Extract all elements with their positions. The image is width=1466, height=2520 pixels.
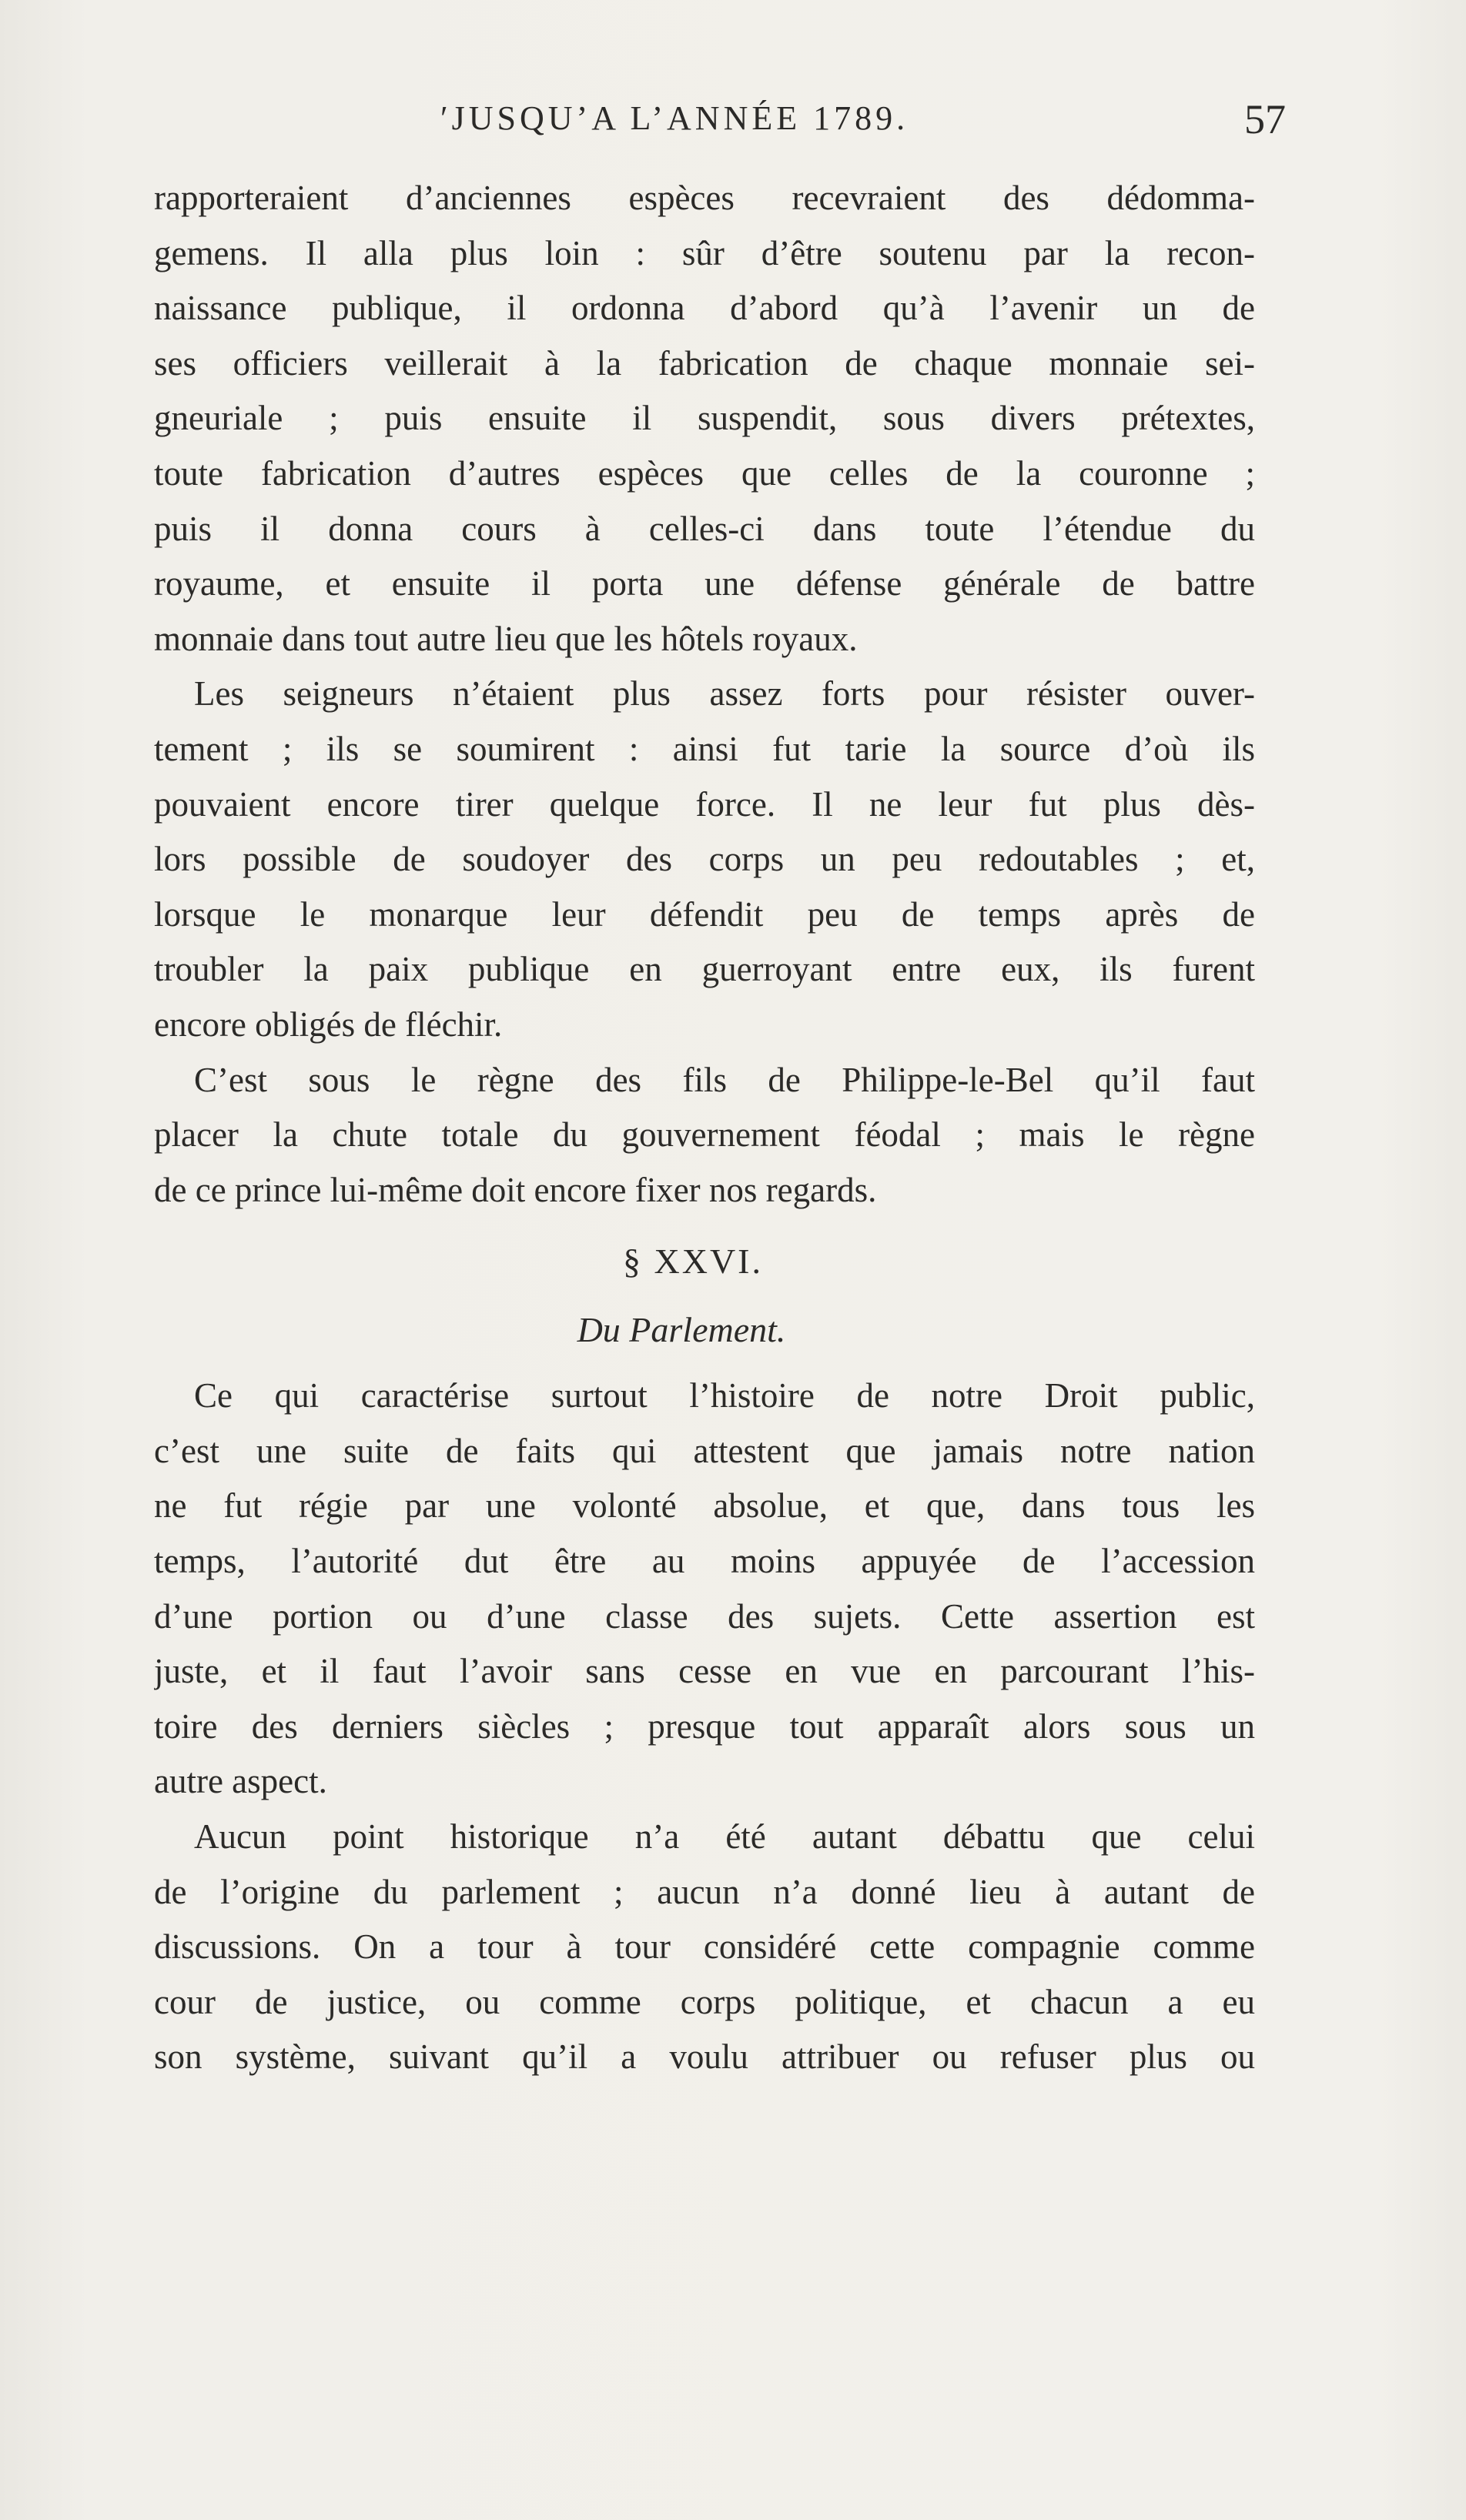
text-line: autre aspect. [154, 1762, 327, 1801]
paragraph [154, 1369, 1255, 1810]
text-line: encore obligés de fléchir. [154, 1004, 503, 1044]
text-line: cour de justice, ou comme corps politique, et chacun a eu [154, 1982, 1255, 2021]
paragraph [154, 667, 1255, 1052]
paragraph [154, 1053, 1255, 1218]
text-line: lors possible de soudoyer des corps un peu redoutables ; et, [154, 840, 1255, 879]
text-line: temps, l’autorité dut être au moins appuyée de l’accession [154, 1542, 1255, 1581]
page-number: 57 [1244, 96, 1286, 142]
paragraph [154, 1810, 1255, 2085]
section-title: Du Parlement. [577, 1310, 786, 1350]
section-number: § XXVI. [623, 1242, 763, 1282]
text-line: son système, suivant qu’il a voulu attribuer ou refuser plus ou [154, 2037, 1255, 2077]
body-text [154, 171, 1255, 2085]
text-line: toire des derniers siècles ; presque tout apparaît alors sous un [154, 1706, 1255, 1746]
text-line: toute fabrication d’autres espèces que celles de la couronne ; [154, 453, 1255, 493]
text-line: C’est sous le règne des fils de Philippe-le-Bel qu’il faut [194, 1060, 1255, 1099]
text-line: placer la chute totale du gouvernement féodal ; mais le règne [154, 1115, 1255, 1155]
text-line: gneuriale ; puis ensuite il suspendit, sous divers prétextes, [154, 399, 1255, 438]
text-line: de l’origine du parlement ; aucun n’a donné lieu à autant de [154, 1872, 1255, 1911]
text-line: pouvaient encore tirer quelque force. Il ne leur fut plus dès- [154, 784, 1255, 824]
text-line: Ce qui caractérise surtout l’histoire de notre Droit public, [194, 1376, 1255, 1415]
text-line: d’une portion ou d’une classe des sujets. Cette assertion est [154, 1596, 1255, 1636]
running-head: ʹJUSQU’A L’ANNÉE 1789. [440, 99, 909, 137]
text-line: tement ; ils se soumirent : ainsi fut tarie la source d’où ils [154, 729, 1255, 768]
text-line: de ce prince lui-même doit encore fixer nos regards. [154, 1170, 877, 1209]
page-header [154, 96, 1286, 152]
text-line: puis il donna cours à celles-ci dans toute l’étendue du [154, 509, 1255, 548]
text-line: ne fut régie par une volonté absolue, et que, dans tous les [154, 1486, 1255, 1526]
text-line: naissance publique, il ordonna d’abord qu’à l’avenir un de [154, 289, 1255, 328]
text-line: Aucun point historique n’a été autant débattu que celui [194, 1817, 1255, 1857]
paragraph [154, 171, 1255, 667]
text-line: troubler la paix publique en guerroyant entre eux, ils furent [154, 950, 1255, 989]
text-line: royaume, et ensuite il porta une défense générale de battre [154, 564, 1255, 603]
text-line: c’est une suite de faits qui attestent que jamais notre nation [154, 1431, 1255, 1470]
text-line: discussions. On a tour à tour considéré cette compagnie comme [154, 1927, 1255, 1967]
text-line: Les seigneurs n’étaient plus assez forts pour résister ouver- [194, 674, 1255, 714]
text-line: ses officiers veillerait à la fabrication de chaque monnaie sei- [154, 343, 1255, 383]
text-line: gemens. Il alla plus loin : sûr d’être soutenu par la recon- [154, 233, 1255, 272]
text-line: lorsque le monarque leur défendit peu de temps après de [154, 894, 1255, 934]
text-line: monnaie dans tout autre lieu que les hôtels royaux. [154, 619, 858, 658]
text-line: juste, et il faut l’avoir sans cesse en vue en parcourant l’his- [154, 1652, 1255, 1691]
text-line: rapporteraient d’anciennes espèces recevraient des dédomma- [154, 179, 1255, 217]
